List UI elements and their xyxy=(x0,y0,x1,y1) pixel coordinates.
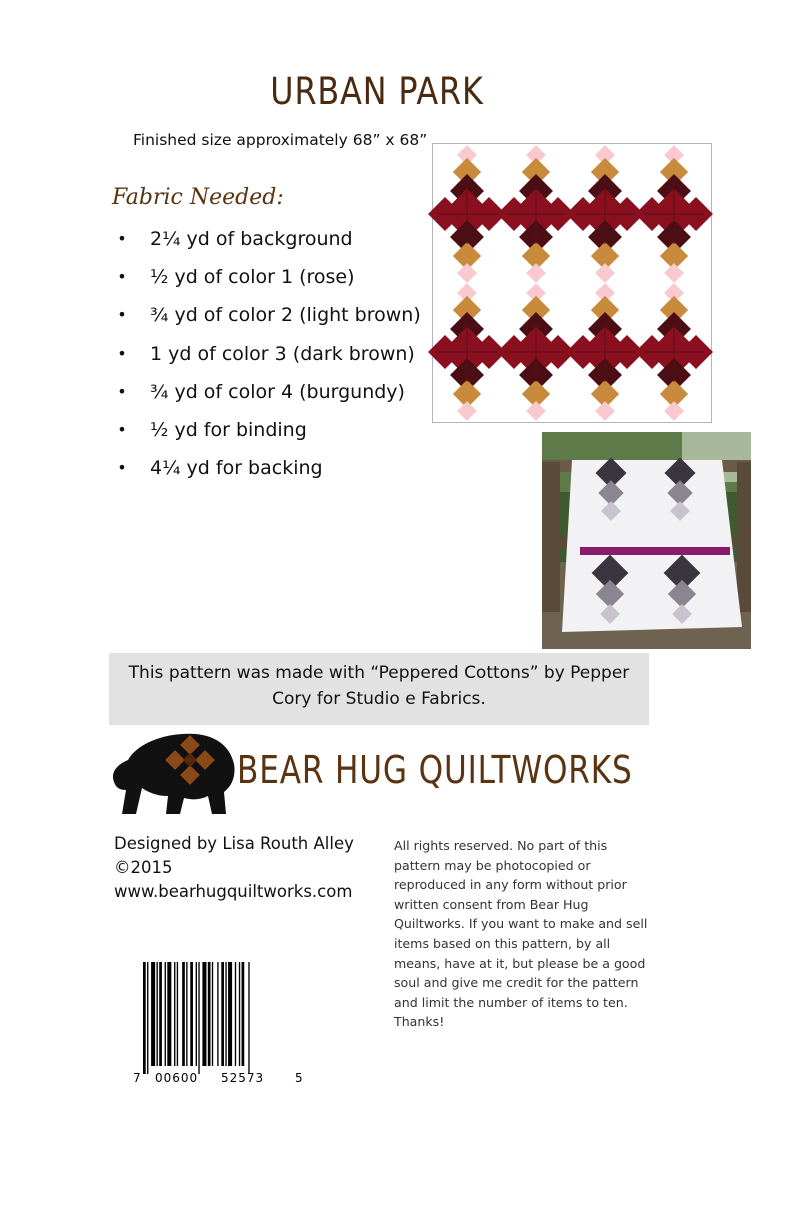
barcode-group-1: 00600 xyxy=(155,1071,199,1085)
bullet: • xyxy=(117,229,127,248)
barcode-bar xyxy=(186,962,187,1066)
barcode-group-2: 52573 xyxy=(221,1071,265,1085)
barcode-bar xyxy=(225,962,226,1066)
barcode-bar xyxy=(167,962,171,1066)
barcode-bar xyxy=(235,962,236,1066)
barcode-bar xyxy=(174,962,175,1066)
bullet: • xyxy=(117,419,127,439)
barcode-bar xyxy=(217,962,218,1066)
barcode-bar xyxy=(159,962,162,1066)
barcode-bar xyxy=(208,962,211,1066)
barcode xyxy=(133,958,303,1088)
barcode-digit-left: 7 xyxy=(133,1071,141,1085)
barcode-bar xyxy=(239,962,240,1066)
website-link[interactable]: www.bearhugquiltworks.com xyxy=(114,882,353,901)
bullet: • xyxy=(117,381,127,401)
fabric-note xyxy=(109,653,649,725)
fabric-item-text: ½ yd for binding xyxy=(150,418,307,441)
fabric-item-text: 1 yd of color 3 (dark brown) xyxy=(150,342,415,365)
copyright: ©2015 xyxy=(114,858,173,877)
barcode-digit-right: 5 xyxy=(295,1071,303,1085)
barcode-bar xyxy=(165,962,166,1066)
bullet: • xyxy=(117,305,127,325)
page-title: URBAN PARK xyxy=(270,70,484,113)
barcode-bar xyxy=(242,962,245,1066)
barcode-bar xyxy=(212,962,213,1066)
barcode-bar xyxy=(147,962,148,1074)
barcode-bar xyxy=(248,962,249,1074)
fabric-heading: Fabric Needed: xyxy=(112,185,284,210)
quilt-photo xyxy=(542,432,751,649)
barcode-bar xyxy=(151,962,155,1066)
bear-with-quilt-block-icon xyxy=(108,730,238,818)
rights-notice: All rights reserved. No part of this pattern may be photocopied or reproduced in any form without prior written consent from Bear Hug Quiltworks. If you want to make and sell items based on this pattern, by all means, have at it, but please be a good soul and give me credit for the pattern and limit the number of items to ten. Thanks! xyxy=(394,838,648,1030)
fabric-note-text: This pattern was made with “Peppered Cottons” by Pepper Cory for Studio e Fabrics. xyxy=(128,663,630,709)
barcode-bar xyxy=(190,962,193,1066)
designer-block xyxy=(114,832,354,904)
fabric-item-text: ¾ yd of color 4 (burgundy) xyxy=(150,380,405,403)
barcode-bar xyxy=(221,962,224,1066)
barcode-bar xyxy=(228,962,232,1066)
bullet: • xyxy=(117,343,127,363)
fabric-item-text: ¾ yd of color 2 (light brown) xyxy=(150,304,421,327)
barcode-bar xyxy=(157,962,158,1066)
designer-name: Designed by Lisa Routh Alley xyxy=(114,834,354,853)
bullet: • xyxy=(117,267,127,287)
fabric-item-text: ½ yd of color 1 (rose) xyxy=(150,266,355,289)
fabric-item-text: 2¼ yd of background xyxy=(150,228,353,250)
barcode-bar xyxy=(177,962,178,1066)
barcode-bar xyxy=(196,962,197,1066)
bullet: • xyxy=(117,458,127,478)
barcode-bar xyxy=(143,962,146,1074)
barcode-bar xyxy=(202,962,206,1066)
fabric-item-text: 4¼ yd for backing xyxy=(150,457,323,480)
barcode-bar xyxy=(198,962,199,1074)
barcode-bar xyxy=(182,962,185,1066)
quilt-diagram xyxy=(432,143,712,423)
brand-name: BEAR HUG QUILTWORKS xyxy=(237,748,633,792)
finished-size: Finished size approximately 68” x 68” xyxy=(133,131,428,149)
